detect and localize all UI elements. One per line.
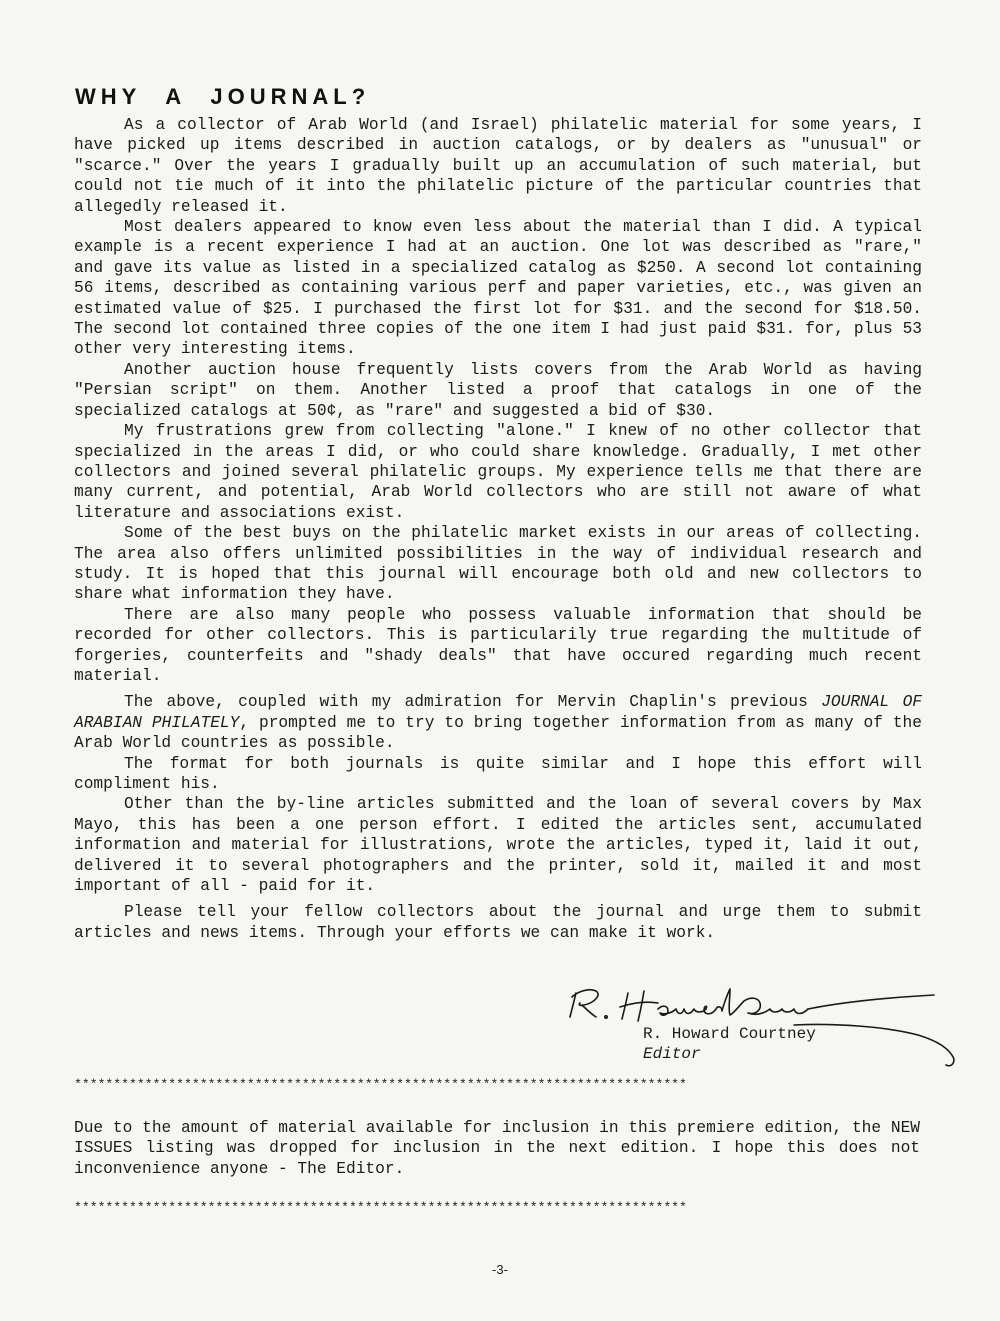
page-heading: WHY A JOURNAL? [75, 84, 371, 109]
article-body [74, 115, 922, 943]
editor-name: R. Howard Courtney [643, 1025, 816, 1043]
journal-title-reference: JOURNAL OF ARABIAN PHILATELY [74, 693, 923, 732]
paragraph-2: Most dealers appeared to know even less about the material than I did. A typical example is a recent experience I had at an auction. One lot was described as "rare," and gave its value as listed in a specialized catalog as $250. A second lot containing 56 items, described as containing various perf and paper varieties, etc., was given an estimated value of $25. I purchased the first lot for $31. and the second for $18.50. The second lot contained three copies of the one item I had just paid $31. for, plus 53 other very interesting items. [74, 218, 922, 359]
page-number: -3- [492, 1262, 508, 1277]
paragraph-7 [74, 692, 922, 753]
paragraph-10: Please tell your fellow collectors about the journal and urge them to submit articles and news items. Through your efforts we can make it work. [74, 903, 922, 942]
paragraph-9: Other than the by-line articles submitted and the loan of several covers by Max Mayo, this has been a one person effort. I edited the articles sent, accumulated information and material for illustrations, wrote the articles, typed it, laid it out, delivered it to several photographers and the printer, sold it, mailed it and most important of all - paid for it. [74, 795, 922, 896]
editor-notice: Due to the amount of material available for inclusion in this premiere edition, the NEW ISSUES listing was dropped for inclusion in the next edition. I hope this does not inconvenience anyone - The Editor. [74, 1119, 920, 1178]
paragraph-3: Another auction house frequently lists covers from the Arab World as having "Persian script" on them. Another listed a proof that catalogs in one of the specialized catalogs at 50¢, as "rare" and suggested a bid of $30. [74, 360, 922, 420]
paragraph-7-text-after: , prompted me to try to bring together information from as many of the Arab World countries as possible. [74, 713, 922, 753]
paragraph-6: There are also many people who possess valuable information that should be recorded for other collectors. This is particularily true regarding the multitude of forgeries, counterfeits and "shady deals" that have occured regarding much recent material. [74, 605, 922, 685]
paragraph-7-text-before: The above, coupled with my admiration for Mervin Chaplin's previous [124, 693, 808, 712]
paragraph-4: My frustrations grew from collecting "alone." I knew of no other collector that specialized in the areas I did, or who could share knowledge. Gradually, I met other collectors and joined several philatelic groups. My experience tells me that there are many current, and potential, Arab World collectors who are still not aware of what literature and associations exist. [74, 422, 922, 522]
asterisk-divider-bottom: ****************************************************************************** [74, 1200, 687, 1215]
editor-title: Editor [643, 1045, 701, 1063]
paragraph-8: The format for both journals is quite similar and I hope this effort will compliment his. [74, 754, 922, 793]
paragraph-5: Some of the best buys on the philatelic market exists in our areas of collecting. The area also offers unlimited possibilities in the way of individual research and study. It is hoped that this journal will encourage both old and new collectors to share what information they have. [74, 524, 922, 604]
asterisk-divider-top: ****************************************************************************** [74, 1077, 687, 1092]
signature-block [558, 975, 978, 1075]
paragraph-1: As a collector of Arab World (and Israel) philatelic material for some years, I have picked up items described in auction catalogs, or by dealers as "unusual" or "scarce." Over the years I gradually built up an accumulation of such material, but could not tie much of it into the philatelic picture of the particular countries that allegedly released it. [74, 116, 922, 216]
